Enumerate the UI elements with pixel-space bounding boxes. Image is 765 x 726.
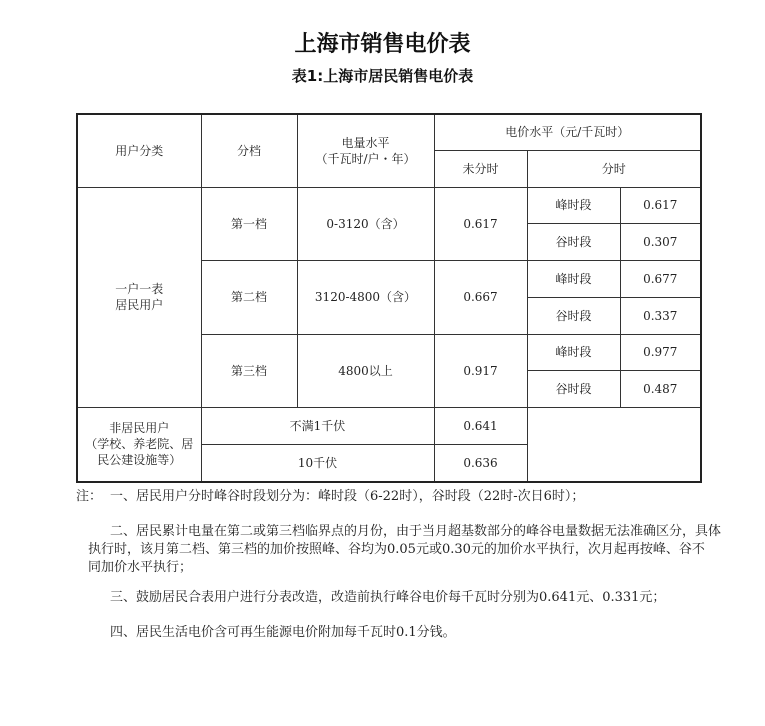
valley-price: 0.337 <box>620 297 701 334</box>
valley-label: 谷时段 <box>527 223 620 260</box>
note-line: 二、居民累计电量在第二或第三档临界点的月份，由于当月超基数部分的峰谷电量数据无法准确区分，具体 <box>110 524 722 539</box>
note-line: 执行时，该月第二档、第三档的加价按照峰、谷均为0.05元或0.30元的加价水平执行，次月起再按峰、谷不 <box>88 542 705 557</box>
empty-tou-cell <box>527 407 701 482</box>
table-row <box>77 187 701 223</box>
page-title: 上海市销售电价表 <box>294 32 471 57</box>
peak-price: 0.617 <box>620 187 701 223</box>
header-user-category: 用户分类 <box>77 114 201 187</box>
peak-price: 0.677 <box>620 260 701 297</box>
residential-category-line: 居民用户 <box>115 298 164 312</box>
price-table <box>76 113 702 483</box>
non-residential-category-line: 民公建设施等） <box>97 453 182 468</box>
tier-range: 3120-4800（含） <box>297 260 434 334</box>
notes-label: 注： <box>76 489 103 504</box>
tier-range: 4800以上 <box>297 334 434 407</box>
tier-flat-price: 0.917 <box>434 334 527 407</box>
peak-label: 峰时段 <box>527 260 620 297</box>
note-line: 四、居民生活电价含可再生能源电价附加每千瓦时0.1分钱。 <box>110 625 456 640</box>
valley-price: 0.487 <box>620 370 701 407</box>
table-row <box>77 407 701 444</box>
table-caption: 表1:上海市居民销售电价表 <box>291 67 474 85</box>
tier-name: 第二档 <box>201 260 297 334</box>
header-non-tou: 未分时 <box>434 150 527 187</box>
tier-name: 第一档 <box>201 187 297 260</box>
header-tier: 分档 <box>201 114 297 187</box>
note-line: 同加价水平执行； <box>88 560 193 575</box>
header-consumption-level <box>297 114 434 187</box>
non-residential-category <box>77 407 201 482</box>
note-line: 三、鼓励居民合表用户进行分表改造，改造前执行峰谷电价每千瓦时分别为0.641元、0.331元； <box>110 590 666 605</box>
non-residential-category-line: （学校、养老院、居 <box>85 437 194 452</box>
valley-label: 谷时段 <box>527 297 620 334</box>
valley-label: 谷时段 <box>527 370 620 407</box>
tier-flat-price: 0.617 <box>434 187 527 260</box>
peak-label: 峰时段 <box>527 187 620 223</box>
voltage-level: 10千伏 <box>201 444 434 482</box>
tier-range: 0-3120（含） <box>297 187 434 260</box>
tier-flat-price: 0.667 <box>434 260 527 334</box>
header-consumption-title: 电量水平 <box>341 135 390 150</box>
peak-label: 峰时段 <box>527 334 620 370</box>
peak-price: 0.977 <box>620 334 701 370</box>
header-price-level: 电价水平（元/千瓦时） <box>434 114 701 150</box>
non-residential-category-line: 非居民用户 <box>109 421 170 436</box>
residential-category-line: 一户一表 <box>115 282 164 296</box>
tier-name: 第三档 <box>201 334 297 407</box>
non-residential-flat-price: 0.641 <box>434 407 527 444</box>
note-line: 一、居民用户分时峰谷时段划分为：峰时段（6-22时），谷时段（22时-次日6时）； <box>110 489 585 504</box>
non-residential-flat-price: 0.636 <box>434 444 527 482</box>
header-consumption-unit: （千瓦时/户・年） <box>315 151 416 166</box>
voltage-level: 不满1千伏 <box>201 407 434 444</box>
header-row <box>77 114 701 150</box>
valley-price: 0.307 <box>620 223 701 260</box>
header-tou: 分时 <box>527 150 701 187</box>
residential-category <box>77 187 201 407</box>
